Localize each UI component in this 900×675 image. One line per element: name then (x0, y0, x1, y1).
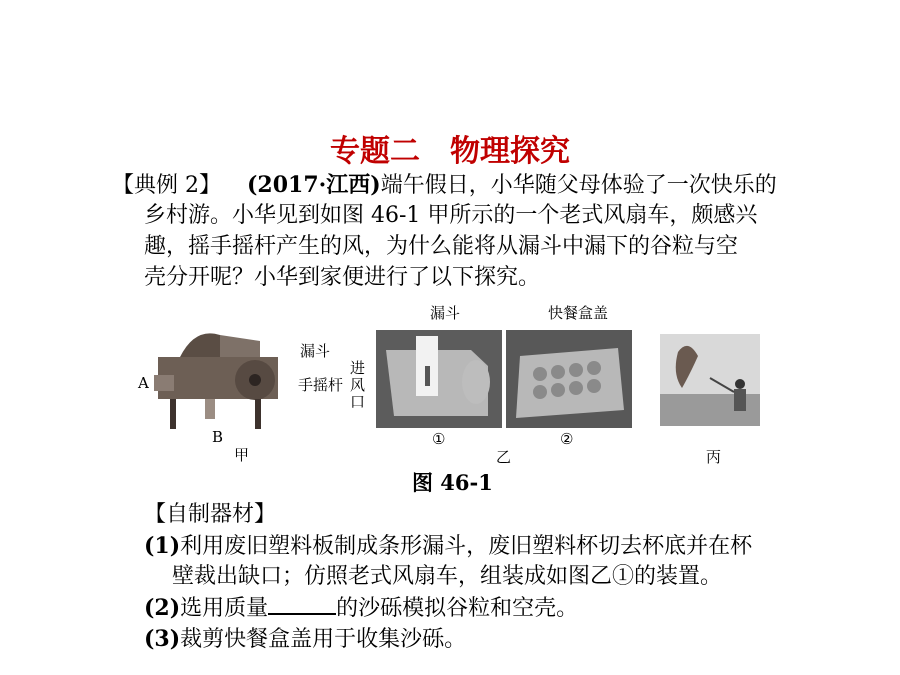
yi-lid-label: 快餐盒盖 (548, 304, 609, 322)
jia-funnel-label: 漏斗 (300, 342, 331, 360)
yi-funnel-label: 漏斗 (430, 304, 461, 322)
jia-label: 甲 (234, 446, 250, 464)
example-tag: 【典例 2】 (112, 173, 221, 198)
intro-line-3: 趣，摇手摇杆产生的风，为什么能将从漏斗中漏下的谷粒与空 (144, 234, 739, 259)
yi-circle-1: ① (432, 430, 446, 448)
item-1-text-a: 利用废旧塑料板制成条形漏斗，废旧塑料杯切去杯底并在杯 (180, 534, 753, 559)
yi-inlet-label: 进 风 口 (350, 359, 366, 411)
figure-yi-2-image (506, 330, 632, 428)
figure-caption: 图 46-1 (412, 470, 493, 495)
yi-label: 乙 (496, 448, 512, 466)
intro-text-1: 端午假日，小华随父母体验了一次快乐的 (380, 173, 777, 198)
item-1-line-2: 壁裁出缺口；仿照老式风扇车，组装成如图乙①的装置。 (172, 564, 723, 589)
item-2-text-pre: 选用质量 (180, 596, 269, 621)
item-3-number: (3) (144, 626, 181, 652)
source-label: (2017·江西) (247, 172, 381, 198)
page-title: 专题二 物理探究 (330, 134, 570, 169)
intro-line-1 (112, 170, 777, 201)
item-2-text-post: 的沙砾模拟谷粒和空壳。 (336, 596, 579, 621)
jia-a-label: A (138, 374, 149, 392)
item-3-text: 裁剪快餐盒盖用于收集沙砾。 (180, 627, 467, 652)
item-2-line (144, 593, 578, 624)
item-2-number: (2) (144, 595, 181, 621)
materials-heading: 【自制器材】 (144, 502, 277, 527)
figure-bing-image (660, 334, 760, 426)
figure-jia-image (150, 325, 310, 435)
item-1-number: (1) (144, 533, 181, 559)
bing-label: 丙 (706, 448, 722, 466)
figure-yi-1-image (376, 330, 502, 428)
jia-b-label: B (212, 428, 224, 446)
item-1-line-1 (144, 531, 752, 562)
intro-line-4: 壳分开呢？小华到家便进行了以下探究。 (144, 265, 541, 290)
answer-blank[interactable] (268, 593, 336, 615)
jia-crank-label: 手摇杆 (298, 376, 344, 394)
yi-circle-2: ② (560, 430, 574, 448)
item-3-line (144, 624, 466, 655)
intro-line-2: 乡村游。小华见到如图 46-1 甲所示的一个老式风扇车，颇感兴 (144, 203, 758, 228)
